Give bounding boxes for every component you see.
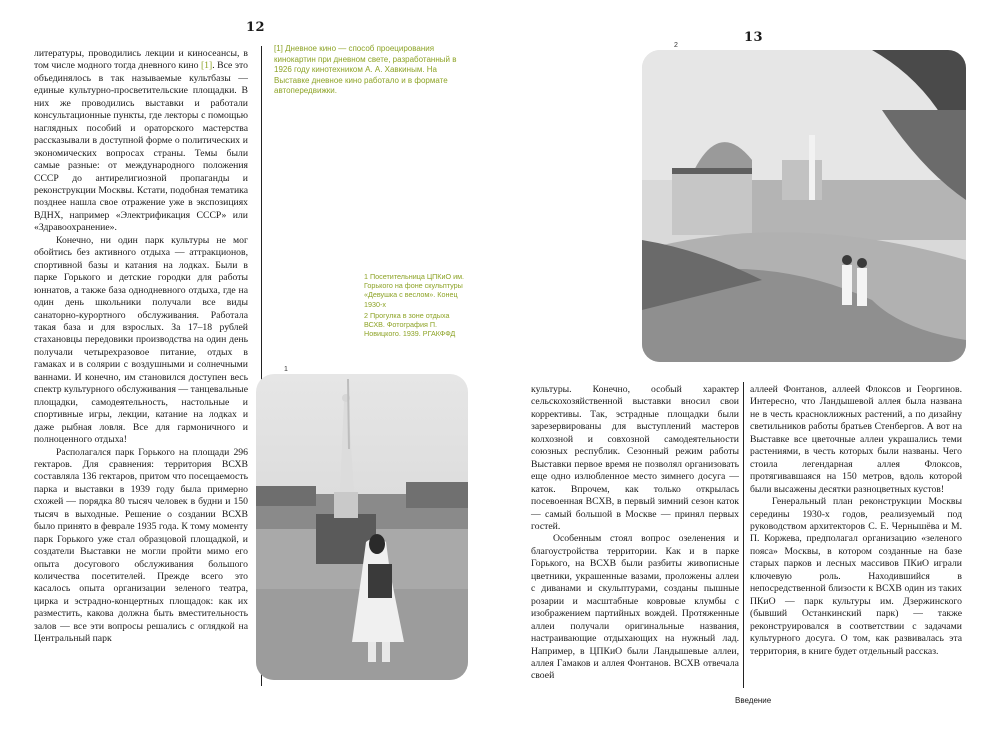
footnote-ref[interactable]: [1] xyxy=(200,60,213,72)
page-number-left: 12 xyxy=(246,20,266,35)
text-run: . Все это объединялось в так называемые культбазы — единые культурно-просветительские площадки. В них же проводились выставки и работали консультационные пункты, где лекторы с помощью наглядных пособий и ораторского мастерства рассказывали в доступной форме о политических и экономических вопросах страны. Темы были самые разные: от международного положения СССР до антирелигиозной пропаганды и реконструкции Москвы. Кстати, подобная тематика позднее нашла свое отражение уже в экспозициях ВДНХ, например «Электрификация СССР» или «Здравоохранение». xyxy=(34,60,248,234)
photo-number-1: 1 xyxy=(284,366,288,373)
text-run: литературы, проводились лекции и киносеансы, в том числе модного тогда дневного кино xyxy=(34,48,248,72)
left-paragraph-1 xyxy=(34,48,248,235)
photo-girl-with-oar-image xyxy=(256,374,468,680)
right-column-1-text xyxy=(531,384,739,683)
right-col1-paragraph-1: культуры. Конечно, особый характер сельскохозяйственной выставки вносил свои коррективы. Так, эстрадные площадки были зарезервированы для выступлений мастеров колхозной и совхозной самодеятельности союзных республик. Сезонный режим работы Выставки первое время не позволял организовать еще одно излюбленное место зимнего досуга — каток. Впрочем, как только открылась посевоенная ВСХВ, в первый зимний сезон каток — самый большой в Москве — принял первых гостей. xyxy=(531,384,739,532)
photo-exhibition-walk xyxy=(642,50,966,362)
right-column-divider xyxy=(743,382,744,688)
caption-1: 1 Посетительница ЦПКиО им. Горького на фоне скульптуры «Девушка с веслом». Конец 1930-х xyxy=(364,272,465,309)
caption-2: 2 Прогулка в зоне отдыха ВСХВ. Фотография П. Новицкого. 1939. РГАКФФД xyxy=(364,310,456,339)
left-paragraph-3: Располагался парк Горького на площади 296 гектаров. Для сравнения: территория ВСХВ составляла 136 гектаров, притом что посещаемость парка и выставки в 1939 году была примерно схожей — порядка 80 тысяч человек в будни и 150 тысяч в выходные. Решение о создании ВСХВ было принято в феврале 1935 года. К тому моменту парк Горького уже стал образцовой площадкой, и создатели Выставки не могли пройти мимо его опыта досугового обслуживания большого количества посетителей. Прежде всего это касалось опыта организации зеленого театра, цирка и эстрадно-концертных площадок: как их разместить, какова должна быть вместительность залов — все эти вопросы решались с оглядкой на Центральный парк xyxy=(34,446,248,645)
right-column-2-text xyxy=(750,384,962,658)
left-paragraph-2: Конечно, ни один парк культуры не мог обойтись без активного отдыха — аттракционов, спортивной базы и катания на лодках. Были в парке Горького и детские городки для работы юннатов, а также база однодневного отдыха, где на один день школьники получали все виды санаторно-курортного обслуживания. Работала такая база и для взрослых. За 17–18 рублей стахановцы передовики производства на один день получали четырехразовое питание, отдых в гамаках и в солярии с воздушными и солнечными ваннами. И конечно, им становился доступен весь спектр культурного обслуживания — танцевальные площадки, самодеятельность, настольные и спортивные игры, лекции, катание на лодках и даже рыбная ловля. Все для гармоничного и полноценного отдыха! xyxy=(34,234,248,446)
photo-number-2: 2 xyxy=(674,42,678,49)
footnote: [1] Дневное кино — способ проецирования кинокартин при дневном свете, разработанный в 1926 году кинотехником А. А. Хавкиным. На Выставке дневное кино работало и в формате автопередвижки. xyxy=(274,44,457,95)
running-footer: Введение xyxy=(735,696,772,705)
page-number-right: 13 xyxy=(744,30,764,45)
right-col2-paragraph-1: аллеей Фонтанов, аллеей Флоксов и Георгинов. Интересно, что Ландышевой аллея была названа не в честь красноклижных растений, а по дизайну светильников работы братьев Стенбергов. А вот на Выставке все цветочные аллеи украшались теми растениями, в честь которых были названы. Чего стоила легендарная аллея Флоксов, протягивавшаяся на 150 метров, вдоль которой были высажены десятки разноцветных кустов! xyxy=(750,384,962,495)
right-col1-paragraph-2: Особенным стоял вопрос озеленения и благоустройства территории. Как и в парке Горького, на ВСХВ были разбиты живописные цветники, украшенные вазами, проложены аллеи с диванами и скульптурами, созданы пышные розарии и масштабные ковровые клумбы с изображением партийных вождей. Протяженные аллеи получали оригинальные названия, настраивающие отдыхающих на нужный лад. Например, в ЦПКиО были Ландышевые аллеи, аллея Гамаков и аллея Фонтанов. ВСХВ отвечала своей xyxy=(531,533,739,682)
right-col2-paragraph-2: Генеральный план реконструкции Москвы середины 1930-х годов, реализуемый под руководством архитекторов С. Е. Чернышёва и М. П. Коржева, предполагал организацию «зеленого пояса» Москвы, в котором созданные на базе старых парков и лесных массивов ПКиО играли ключевую роль. Находившийся в непосредственной близости к ВСХВ один из таких ПКиО — парк культуры им. Дзержинского (бывший Останкинский парк) — также реконструировался в соответствии с задачами культурного досуга. О том, как развивалась эта территория, в книге будет отдельный рассказ. xyxy=(750,496,962,657)
photo-exhibition-walk-image xyxy=(642,50,966,362)
left-column-text xyxy=(34,48,248,646)
photo-captions xyxy=(364,272,472,338)
photo-girl-with-oar xyxy=(256,374,468,680)
